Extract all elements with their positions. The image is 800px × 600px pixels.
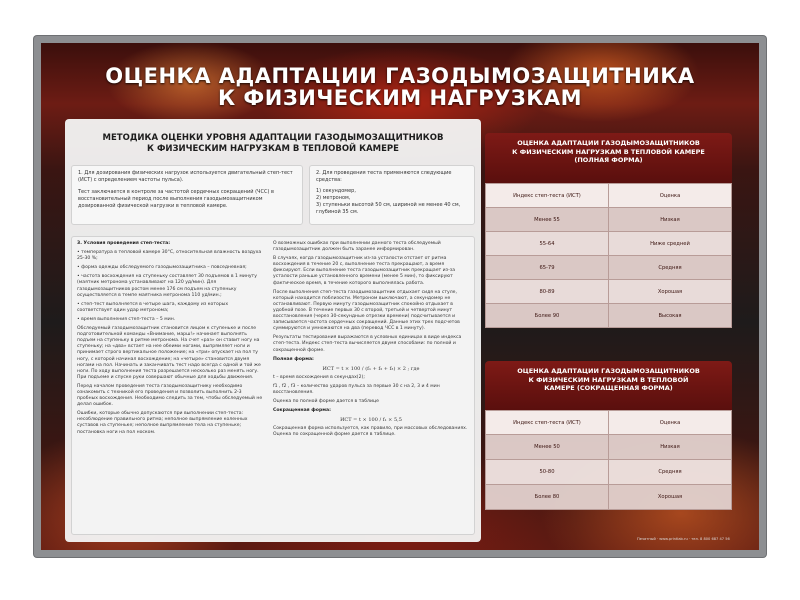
full-form-t: t – время восхождения в секундах(2);	[273, 374, 365, 380]
table-full	[485, 183, 732, 328]
box-step-test-p1: 1. Для дозирования физических нагрузок используется двигательный степ-тест (ИСТ) с определением частоты пульса).	[78, 170, 293, 183]
table-short-title-line3: КАМЕРЕ (СОКРАЩЕННАЯ ФОРМА)	[544, 384, 673, 392]
table-full-title-line2: К ФИЗИЧЕСКИМ НАГРУЗКАМ В ТЕПЛОВОЙ КАМЕРЕ	[512, 147, 705, 156]
table-full-title-line3: (ПОЛНАЯ ФОРМА)	[574, 156, 643, 164]
conditions-paragraph-2: Перед началом проведения теста газодымозащитнику необходимо ознакомить с техникой его проведения и позволить выполнить 2-3 пробных восхождения. Необходимо следить за тем, чтобы обследуемый не делал ошибок.	[77, 383, 263, 408]
full-form-note: Оценка по полной форме дается в таблице	[273, 399, 379, 405]
middle-paragraph-3: После выполнения степ-теста газодымозащитник отдыхает сидя на стуле, который находится поблизости. Метроном выключают, а секундомер не останавливают. Первую минуту газодымозащитник спокойно отдыхает в удобной позе. В течение первых 30 с второй, третьей и четвертой минут восстановления (через 30-секундные отрезки времени) подсчитывается и записывается частота сердечных сокращений. Данные этих трех подсчетов суммируются и умножаются на два (перевод ЧСС в 1 минуту).	[273, 289, 460, 332]
table-full-header	[485, 133, 732, 183]
short-form-note: Сокращенная форма используется, как правило, при массовых обследованиях. Оценка по сокращенной форме дается в таблице.	[273, 426, 468, 438]
table-cell: Высокая	[609, 304, 732, 328]
poster-title-line2: К ФИЗИЧЕСКИМ НАГРУЗКАМ	[217, 86, 583, 110]
table-cell: 50-80	[486, 460, 609, 485]
short-form-formula: ИСТ = t × 100 / f₁ × 5,5	[340, 417, 402, 424]
conditions-bullet-4: • степ-тест выполняется в четыре шага, каждому из которых соответствует один удар метронома;	[77, 301, 229, 313]
table-cell: Хорошая	[609, 280, 732, 304]
conditions-paragraph-3: Ошибки, которые обычно допускаются при выполнении степ-теста: несоблюдение правильного ритма; неполное выпрямление коленных суставов на ступеньке; неполное выпрямление тела на ступеньке; постановка ноги на пол носком.	[77, 411, 248, 435]
table-full-title-line1: ОЦЕНКА АДАПТАЦИИ ГАЗОДЫМОЗАЩИТНИКОВ	[517, 139, 700, 147]
conditions-bullet-5: • время выполнения степ-теста – 5 мин.	[77, 316, 176, 322]
box-equipment-item3: 3) ступеньки высотой 50 см, шириной не менее 40 см, глубиной 35 см.	[316, 202, 461, 215]
box-equipment-item1: 1) секундомер,	[316, 188, 356, 194]
table-cell: Более 90	[486, 304, 609, 328]
poster-title	[41, 65, 759, 109]
method-title-line2: К ФИЗИЧЕСКИМ НАГРУЗКАМ В ТЕПЛОВОЙ КАМЕРЕ	[147, 144, 399, 154]
box-equipment-item2: 2) метроном,	[316, 195, 351, 201]
table-cell: Средняя	[609, 460, 732, 485]
middle-paragraph-1: О возможных ошибках при выполнении данного теста обследуемый газодымозащитник должен быть заранее информирован.	[273, 241, 441, 253]
full-form-formula: ИСТ = t × 100 / (f₁ + f₂ + f₃) × 2 ; где	[322, 365, 420, 372]
middle-text	[273, 241, 469, 442]
middle-paragraph-2: В случаях, когда газодымозащитник из-за усталости отстает от ритма восхождения в течение 20 с, выполнение теста прекращают, а время фиксируют. Если выполнение теста газодымозащитник прекращает из-за усталости раньше установленного времени (менее 5 мин), то фиксируют фактическое время, в течение которого выполнялась работа.	[273, 256, 456, 286]
footer-credit: Печатный · www.printlab.ru · тел. 8 800 687 47 56	[637, 537, 730, 541]
box-equipment	[309, 165, 475, 225]
conditions-bullet-2: • форма одежды обследуемого газодымозащитника – повседневная;	[77, 265, 247, 271]
conditions-bullet-1: • температура в тепловой камере 30°С, относительная влажность воздуха 25-30 %;	[77, 250, 262, 262]
box-step-test-p2: Тест заключается в контроле за частотой сердечных сокращений (ЧСС) в восстановительный период после выполнения газодымозащитником дозированной физической нагрузки в тепловой камере.	[78, 189, 274, 209]
conditions-heading: 3. Условия проведения степ-теста:	[77, 241, 171, 246]
table-short-title-line2: К ФИЗИЧЕСКИМ НАГРУЗКАМ В ТЕПЛОВОЙ	[528, 375, 689, 384]
full-form-heading: Полная форма:	[273, 356, 314, 362]
conditions-text	[77, 241, 263, 439]
conditions-paragraph-1: Обследуемый газодымозащитник становится лицом к ступеньке и после подготовительной команды «Внимание, марш!» начинает выполнять подъем на ступеньку в ритме метронома. На счет «раз» он ставит ногу на ступеньку; на «два» встает на нее обеими ногами, выпрямляет ноги и принимает строго вертикальное положение; на «три» опускает на пол ту ногу, с которой начинал восхождение; на «четыре» становится двумя ногами на пол. Начинать и заканчивать тест надо всегда с одной и той же ноги. По ходу выполнения теста разрешается несколько раз менять ногу. При подъеме и спуске руки совершают обычные для ходьбы движения.	[77, 326, 261, 380]
table-short-header	[485, 361, 732, 410]
table-cell: Средняя	[609, 256, 732, 280]
middle-paragraph-4: Результаты тестирования выражаются в условных единицах в виде индекса степ-теста. Индекс степ-теста вычисляется двумя способами: по полной и сокращенной форме.	[273, 335, 462, 353]
box-step-test	[71, 165, 303, 225]
table-cell: Низкая	[609, 208, 732, 232]
method-title	[65, 133, 481, 155]
short-form-heading: Сокращенная форма:	[273, 408, 331, 414]
box-equipment-p1: 2. Для проведения теста применяются следующие средства:	[316, 170, 452, 183]
conditions-bullet-3: • частота восхождения на ступеньку составляет 30 подъемов в 1 минуту (маятник метронома устанавливают на 120 уд/мин). Для газодымозащитников ростом менее 176 см подъем на ступеньку осуществляется в темпе маятника метронома 110 уд/мин.;	[77, 274, 257, 298]
poster	[41, 43, 759, 550]
table-short-title-line1: ОЦЕНКА АДАПТАЦИИ ГАЗОДЫМОЗАЩИТНИКОВ	[517, 367, 700, 375]
table-cell: Более 80	[486, 485, 609, 510]
table-cell: 65-79	[486, 256, 609, 280]
table-cell: Ниже средней	[609, 232, 732, 256]
table-full-col2: Оценка	[609, 184, 732, 208]
poster-title-line1: ОЦЕНКА АДАПТАЦИИ ГАЗОДЫМОЗАЩИТНИКА	[105, 64, 695, 88]
method-title-line1: МЕТОДИКА ОЦЕНКИ УРОВНЯ АДАПТАЦИИ ГАЗОДЫМОЗАЩИТНИКОВ	[102, 133, 444, 143]
table-cell: Менее 55	[486, 208, 609, 232]
table-cell: Хорошая	[609, 485, 732, 510]
table-cell: Низкая	[609, 435, 732, 460]
full-form-f: f1 , f2 , f3 – количество ударов пульса за первые 30 с на 2, 3 и 4 мин восстановления.	[273, 383, 440, 395]
table-cell: 80-89	[486, 280, 609, 304]
table-cell: Менее 50	[486, 435, 609, 460]
table-cell: 55-64	[486, 232, 609, 256]
table-short-col2: Оценка	[609, 411, 732, 435]
table-short-col1: Индекс степ-теста (ИСТ)	[486, 411, 609, 435]
table-full-col1: Индекс степ-теста (ИСТ)	[486, 184, 609, 208]
table-short	[485, 410, 732, 510]
